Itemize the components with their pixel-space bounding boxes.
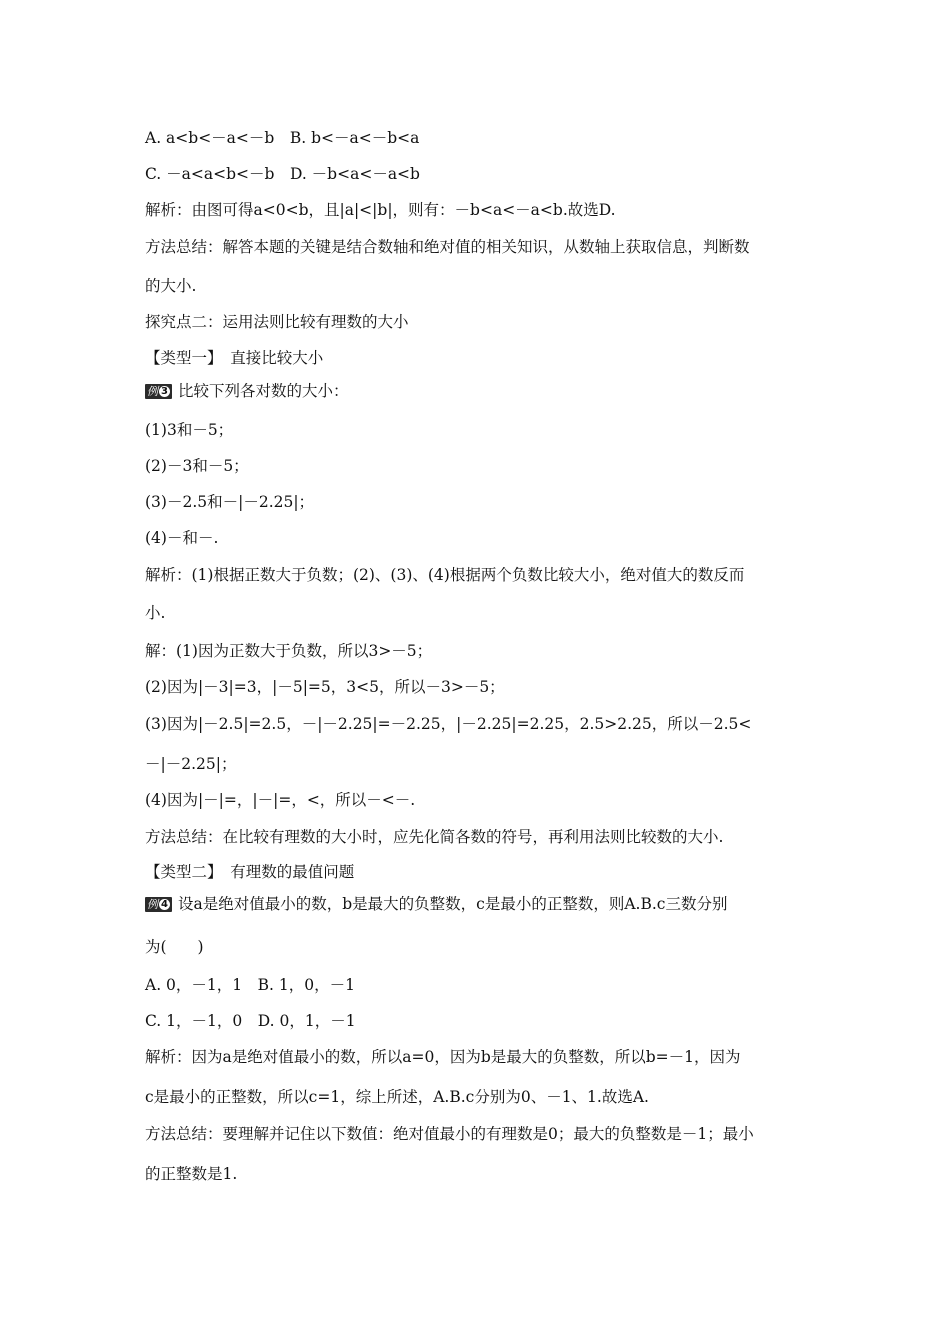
method-summary: 方法总结：要理解并记住以下数值：绝对值最小的有理数是0；最大的负整数是－1；最小 (145, 1125, 754, 1143)
analysis-text-cont: c是最小的正整数，所以c=1，综上所述，A.B.c分别为0、－1、1.故选A. (145, 1088, 649, 1106)
example-4-cont: 为( ) (145, 938, 204, 956)
section-heading: 探究点二：运用法则比较有理数的大小 (145, 313, 409, 331)
analysis-text-cont: 小. (145, 604, 166, 622)
analysis-text: 解析：(1)根据正数大于负数；(2)、(3)、(4)根据两个负数比较大小，绝对值大的数反而 (145, 566, 745, 584)
example-badge: 例 4 (145, 897, 172, 912)
option-line-cd: C. －a<a<b<－b D. －b<a<－a<b (145, 165, 420, 183)
solution-3-cont: －|－2.25|； (145, 755, 237, 773)
item-4: (4)－和－. (145, 529, 219, 547)
solution-4: (4)因为|－|=，|－|=，<，所以－<－. (145, 791, 416, 809)
solution-3: (3)因为|－2.5|=2.5，－|－2.25|=－2.25，|－2.25|=2.25，2.5>2.25，所以－2.5< (145, 715, 752, 733)
option-line-cd: C. 1，－1，0 D. 0，1，－1 (145, 1012, 356, 1030)
option-line-ab: A. 0，－1，1 B. 1，0，－1 (145, 976, 355, 994)
example-3-text: 比较下列各对数的大小： (178, 382, 349, 400)
method-summary-cont: 的大小. (145, 277, 197, 295)
method-summary-cont: 的正整数是1. (145, 1165, 238, 1183)
option-line-ab: A. a<b<－a<－b B. b<－a<－b<a (145, 129, 420, 147)
example-4-text: 设a是绝对值最小的数，b是最大的负整数，c是最小的正整数，则A.B.c三数分别 (178, 895, 728, 913)
method-summary: 方法总结：解答本题的关键是结合数轴和绝对值的相关知识，从数轴上获取信息，判断数 (145, 238, 750, 256)
type-one-heading: 【类型一】 直接比较大小 (145, 349, 324, 367)
example-3-line (145, 381, 349, 401)
solution-1: 解：(1)因为正数大于负数，所以3>－5； (145, 642, 433, 660)
example-badge: 例 3 (145, 384, 172, 399)
method-summary: 方法总结：在比较有理数的大小时，应先化简各数的符号，再利用法则比较数的大小. (145, 828, 724, 846)
analysis-text: 解析：因为a是绝对值最小的数，所以a=0，因为b是最大的负整数，所以b=－1，因为 (145, 1048, 741, 1066)
item-1: (1)3和－5； (145, 421, 234, 439)
analysis-text: 解析：由图可得a<0<b，且|a|<|b|，则有：－b<a<－a<b.故选D. (145, 201, 616, 219)
item-3: (3)－2.5和－|－2.25|； (145, 493, 315, 511)
example-4-line (145, 894, 727, 914)
type-two-heading: 【类型二】 有理数的最值问题 (145, 863, 355, 881)
solution-2: (2)因为|－3|=3，|－5|=5，3<5，所以－3>－5； (145, 678, 505, 696)
item-2: (2)－3和－5； (145, 457, 249, 475)
